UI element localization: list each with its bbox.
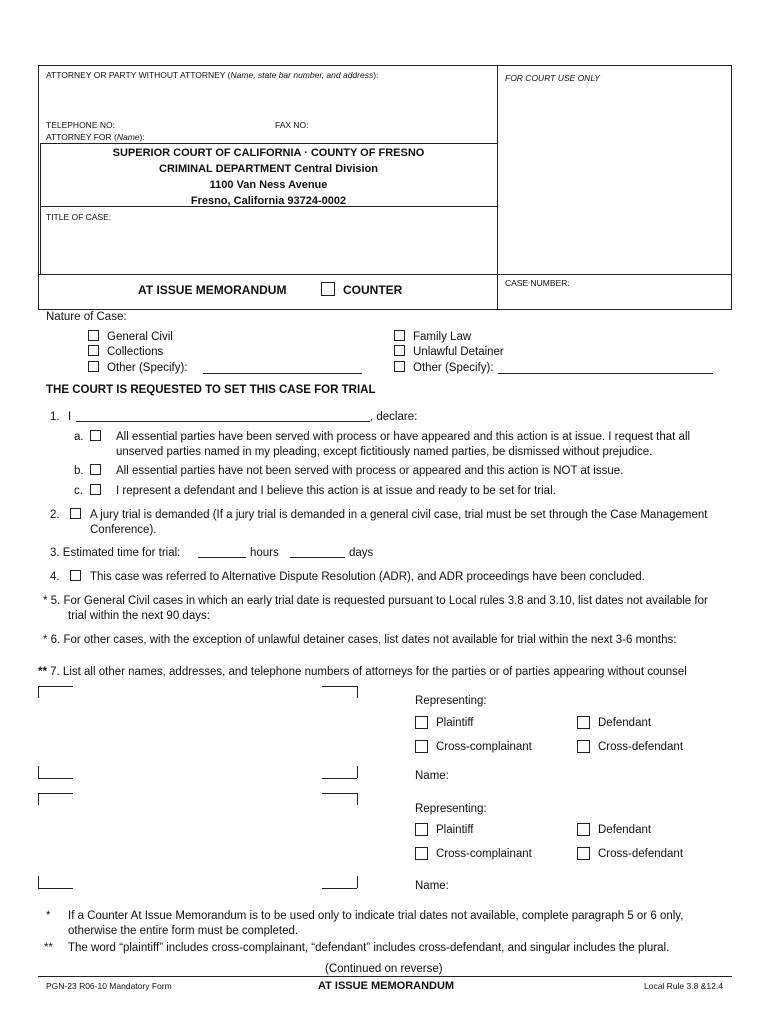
local-rule: Local Rule 3.8 &12.4 (644, 981, 723, 991)
adr-checkbox[interactable] (70, 570, 81, 581)
family-law-checkbox[interactable] (394, 330, 405, 341)
plaintiff-label-1: Plaintiff (436, 717, 474, 729)
other-right-line[interactable] (498, 373, 713, 374)
cross-defendant-checkbox-1[interactable] (577, 740, 590, 753)
representing-label-1: Representing: (415, 695, 487, 707)
court-line: SUPERIOR COURT OF CALIFORNIA · COUNTY OF FRESNO (112, 147, 425, 159)
footer-title: AT ISSUE MEMORANDUM (318, 980, 455, 992)
collections-checkbox[interactable] (88, 345, 99, 356)
defendant-label-1: Defendant (598, 717, 652, 729)
cross-complainant-checkbox-2[interactable] (415, 847, 428, 860)
case-number-label: CASE NUMBER: (505, 278, 570, 288)
court-line: CRIMINAL DEPARTMENT Central Division (159, 163, 378, 175)
cross-complainant-checkbox-1[interactable] (415, 740, 428, 753)
collections-label: Collections (107, 346, 164, 358)
court-line: 1100 Van Ness Avenue (209, 179, 328, 191)
defendant-checkbox-2[interactable] (577, 823, 590, 836)
name-label-2: Name: (415, 880, 449, 892)
item2-text-2: Conference). (90, 524, 157, 536)
title-of-case-label: TITLE OF CASE: (46, 212, 112, 222)
representing-label-2: Representing: (415, 803, 487, 815)
other-right-label: Other (Specify): (413, 362, 494, 374)
defendant-label-2: Defendant (598, 824, 652, 836)
attorney-for-label: ATTORNEY FOR (Name): (46, 132, 145, 142)
item1-prefix: I (68, 411, 72, 423)
other-left-checkbox[interactable] (88, 361, 99, 372)
footnote-2-mark: ** (44, 942, 53, 954)
footer-rule (38, 976, 732, 977)
item5-text-2: trial within the next 90 days: (68, 610, 210, 622)
footnote-2-text: The word “plaintiff” includes cross-complainant, “defendant” includes cross-defendant, and singular includes the plural. (68, 942, 670, 954)
item2-number: 2. (50, 509, 60, 521)
cross-defendant-label-2: Cross-defendant (598, 848, 684, 860)
declarant-name-line[interactable] (76, 421, 370, 422)
attorney-label: ATTORNEY OR PARTY WITHOUT ATTORNEY (Name, state bar number, and address): (46, 70, 379, 80)
general-civil-checkbox[interactable] (88, 330, 99, 341)
hours-label: hours (250, 547, 279, 559)
form-id: PGN-23 R06-10 Mandatory Form (46, 981, 172, 991)
unlawful-detainer-checkbox[interactable] (394, 345, 405, 356)
item2-text-1: A jury trial is demanded (If a jury trial is demanded in a general civil case, trial must be set through the Case Management (90, 509, 708, 521)
continued-note: (Continued on reverse) (325, 963, 443, 975)
jury-trial-checkbox[interactable] (70, 508, 81, 519)
item1b-letter: b. (74, 465, 84, 477)
court-use-label: FOR COURT USE ONLY (505, 73, 600, 83)
item4-number: 4. (50, 571, 60, 583)
cross-complainant-label-2: Cross-complainant (436, 848, 532, 860)
item4-text: This case was referred to Alternative Dispute Resolution (ADR), and ADR proceedings have been concluded. (90, 571, 645, 583)
plaintiff-label-2: Plaintiff (436, 824, 474, 836)
other-left-label: Other (Specify): (107, 362, 188, 374)
item1-suffix: , declare: (370, 411, 418, 423)
memo-title: AT ISSUE MEMORANDUM (138, 283, 287, 297)
footnote-1-text-2: otherwise the entire form must be completed. (68, 925, 299, 937)
other-right-checkbox[interactable] (394, 361, 405, 372)
cross-defendant-checkbox-2[interactable] (577, 847, 590, 860)
counter-checkbox[interactable] (321, 282, 335, 296)
other-left-line[interactable] (203, 373, 362, 374)
item1c-letter: c. (74, 485, 83, 497)
cross-defendant-label-1: Cross-defendant (598, 741, 684, 753)
item1b-text: All essential parties have not been served with process or appeared and this action is NOT at issue. (116, 465, 624, 477)
plaintiff-checkbox-2[interactable] (415, 823, 428, 836)
court-address (40, 145, 497, 209)
counter-label: COUNTER (343, 283, 403, 297)
footnote-1-text-1: If a Counter At Issue Memorandum is to be used only to indicate trial dates not available, complete paragraph 5 or 6 only, (68, 910, 684, 922)
unlawful-detainer-label: Unlawful Detainer (413, 346, 504, 358)
court-line: Fresno, California 93724-0002 (190, 195, 347, 207)
item1a-text-1: All essential parties have been served with process or have appeared and this action is at issue. I request that all (116, 431, 691, 443)
family-law-label: Family Law (413, 331, 472, 343)
days-label: days (349, 547, 374, 559)
plaintiff-checkbox-1[interactable] (415, 716, 428, 729)
telephone-label: TELEPHONE NO: (46, 120, 115, 130)
general-civil-label: General Civil (107, 331, 173, 343)
request-heading: THE COURT IS REQUESTED TO SET THIS CASE FOR TRIAL (46, 384, 376, 396)
item1c-checkbox[interactable] (90, 484, 101, 495)
item7-stars: ** (38, 666, 47, 678)
hours-input-line[interactable] (198, 557, 246, 558)
item1a-text-2: unserved parties named in my pleading, except fictitiously named parties, be dismissed without prejudice. (116, 446, 653, 458)
item6-text: * 6. For other cases, with the exception of unlawful detainer cases, list dates not available for trial within the next 3-6 months: (43, 634, 677, 646)
nature-label: Nature of Case: (46, 311, 127, 323)
days-input-line[interactable] (290, 557, 345, 558)
item1a-checkbox[interactable] (90, 430, 101, 441)
item1b-checkbox[interactable] (90, 464, 101, 475)
item7-text: ** 7. List all other names, addresses, and telephone numbers of attorneys for the parties or of parties appearing without counsel (38, 666, 687, 678)
name-label-1: Name: (415, 770, 449, 782)
item1a-letter: a. (74, 431, 84, 443)
footnote-1-mark: * (46, 910, 51, 922)
item1-number: 1. (50, 411, 60, 423)
cross-complainant-label-1: Cross-complainant (436, 741, 532, 753)
defendant-checkbox-1[interactable] (577, 716, 590, 729)
fax-label: FAX NO: (275, 120, 309, 130)
item3-text: 3. Estimated time for trial: (50, 547, 181, 559)
item5-text-1: * 5. For General Civil cases in which an early trial date is requested pursuant to Local rules 3.8 and 3.10, list dates not available for (43, 595, 708, 607)
item1c-text: I represent a defendant and I believe this action is at issue and ready to be set for trial. (116, 485, 556, 497)
